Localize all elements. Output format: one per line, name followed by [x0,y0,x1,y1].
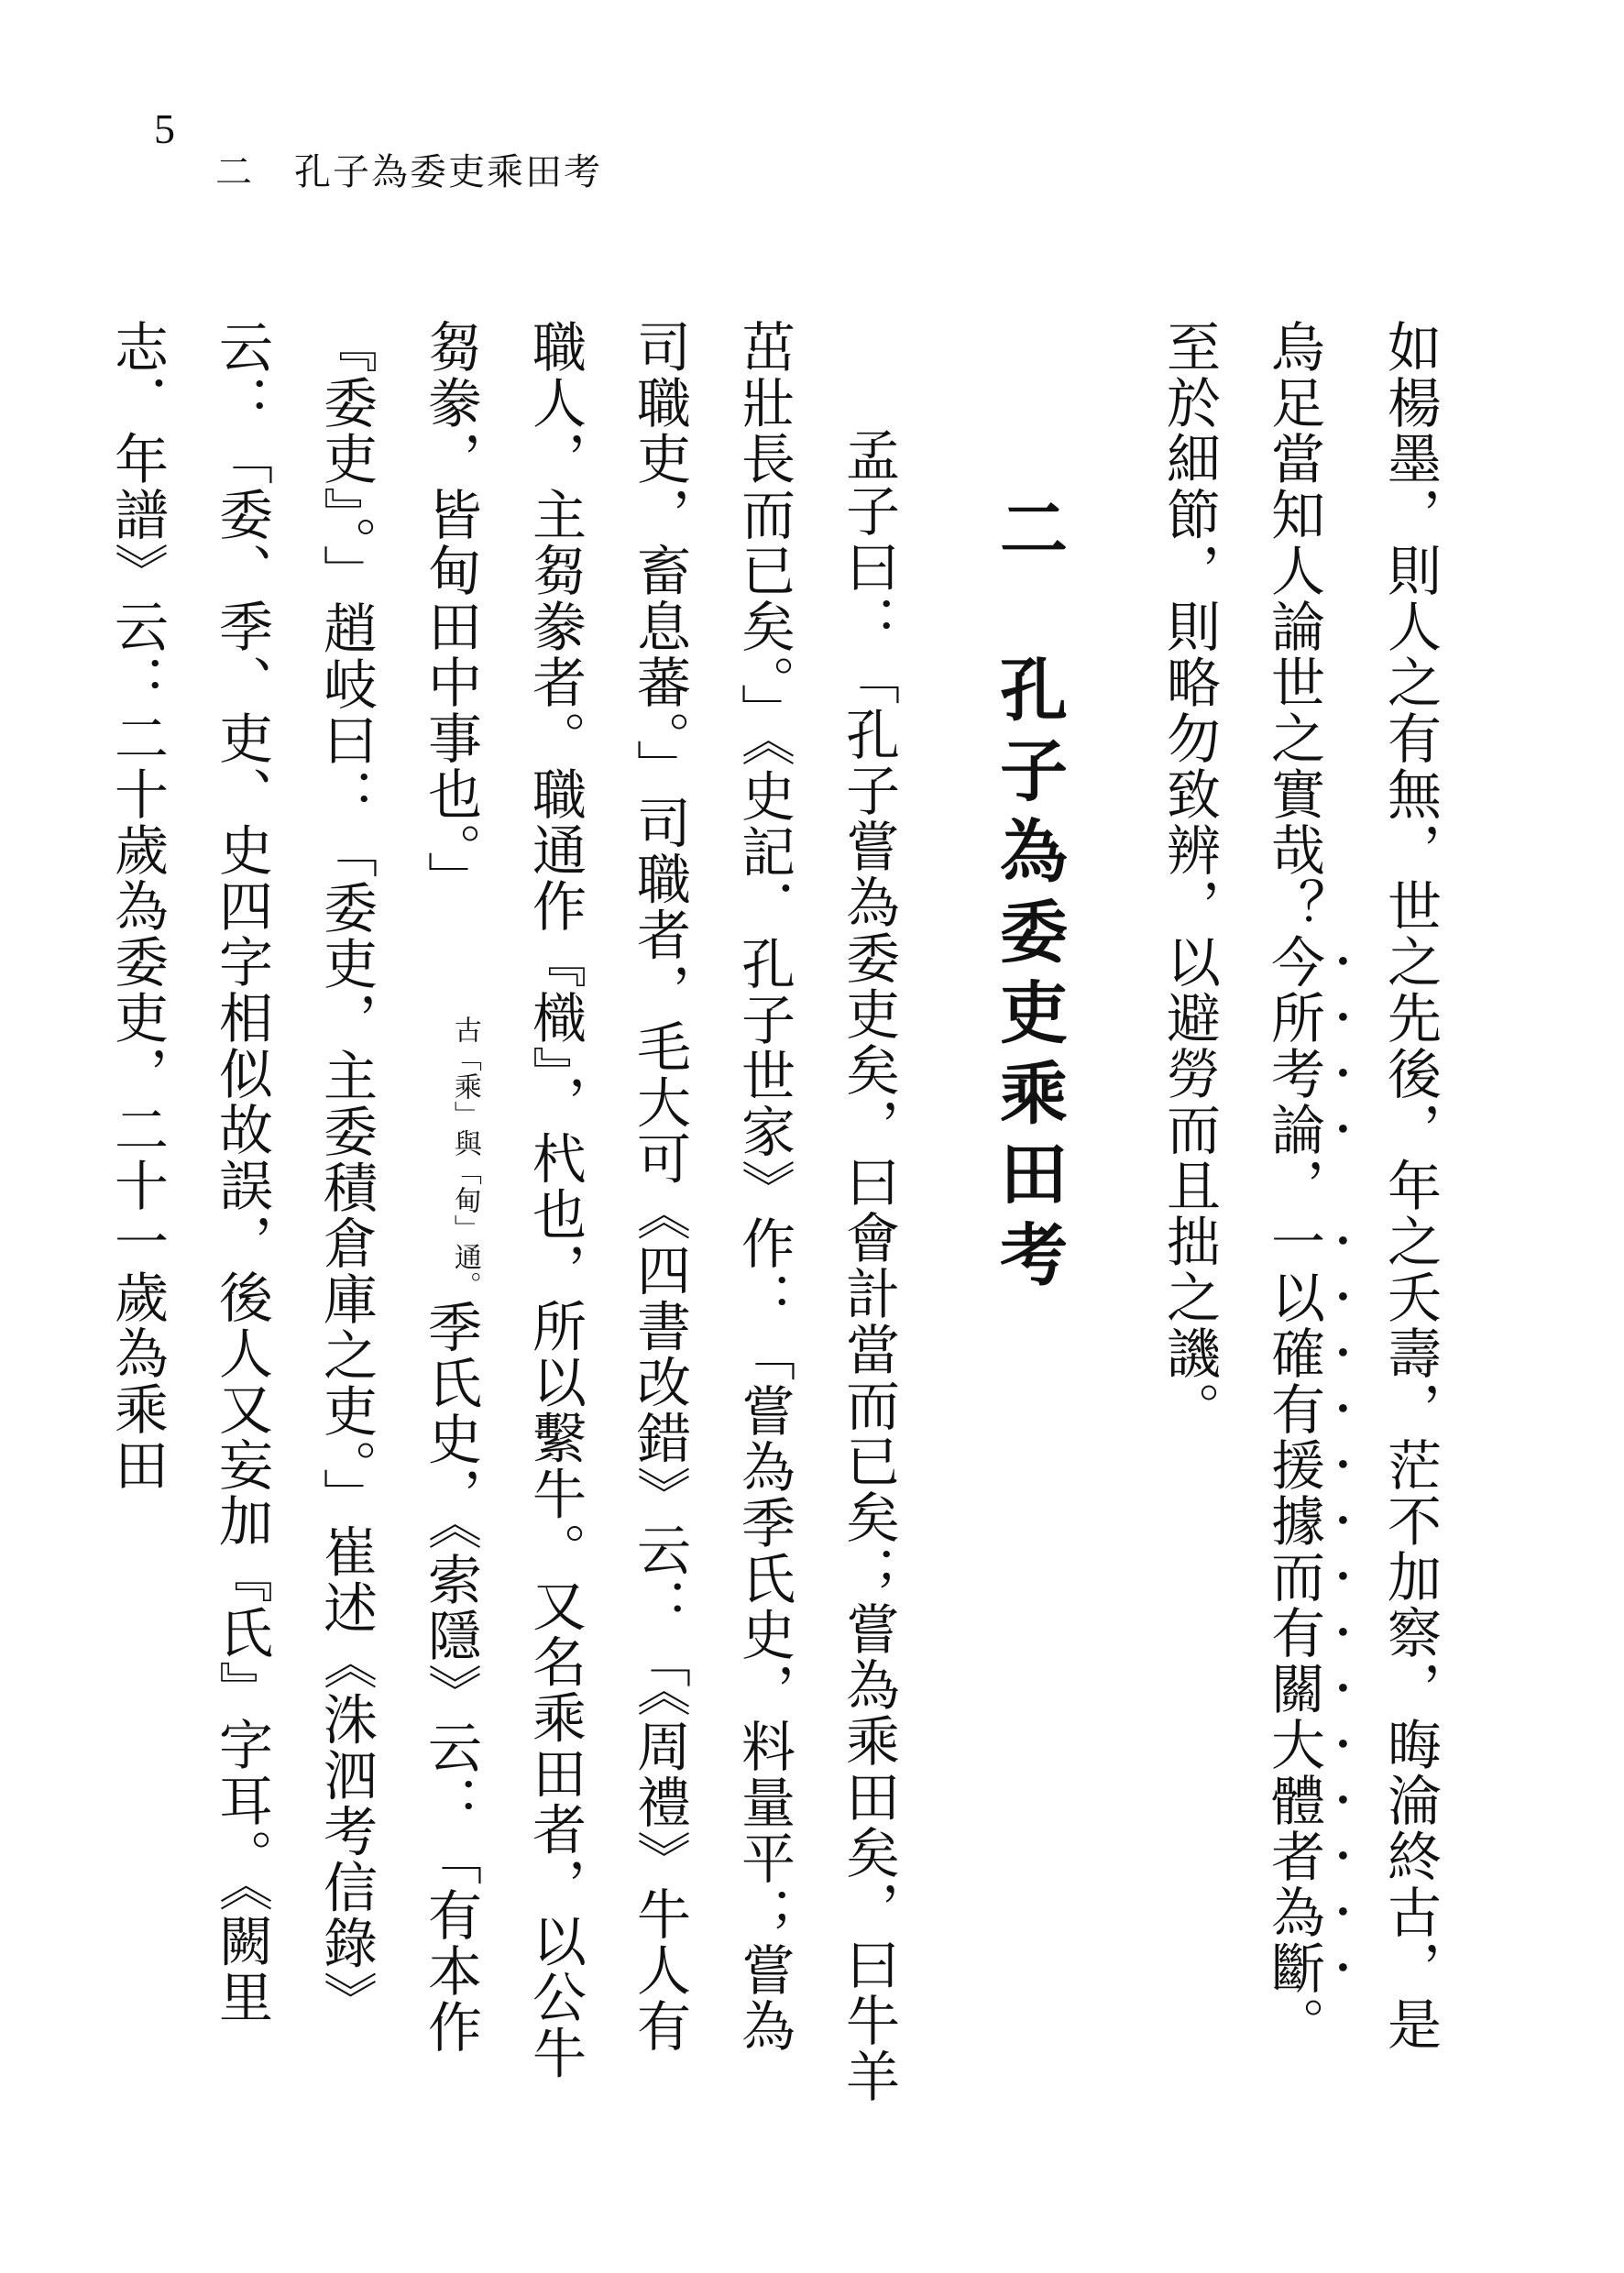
running-head-chapter-title: 孔子為委吏乘田考 [294,151,602,193]
preceding-text-1: 如楊墨，則人之有無，世之先後，年之夭壽，茫不加察，晦淪終古，是烏足當知人論世之實哉？ [1262,319,1442,2052]
chapter-title [973,319,1083,2106]
inline-note: 古「乘」與「甸」通。 [448,1015,481,1300]
preceding-emphasized-text: 今所考論，一以確有援據而有關大體者為斷 [1262,934,1325,1996]
body-text [105,319,1462,2106]
main-text-2: 季氏史，《索隱》云：「有本作『委吏』。」趙岐曰：「委吏，主委積倉庫之吏。」崔述《洙泗考信錄》云：「委、季、吏、史四字相似故誤，後人又妄加『氏』字耳。《闕里志．年譜》云：二十歲為委吏，二十一歲為乘田 [105,319,482,2055]
main-text-1: 孟子曰：「孔子嘗為委吏矣，曰會計當而已矣；嘗為乘田矣，曰牛羊茁壯長而已矣。」《史記．孔子世家》作：「嘗為季氏史，料量平；嘗為司職吏，畜息蕃。」司職者，毛大可《四書改錯》云：「《周禮》牛人有職人，主芻豢者。職通作『樴』，杙也，所以繫牛。又名乘田者，以公牛芻豢，皆甸田中事也。」 [419,319,900,2104]
chapter-title-text: 孔子為委吏乘田考 [989,654,1068,1300]
chapter-number: 二 [989,493,1068,563]
preceding-text-2: 。至於細節，則略勿致辨，以避勞而且拙之譏。 [1158,319,1325,2052]
running-head-chapter-number: 二 [215,151,254,193]
running-head [215,151,602,193]
preceding-paragraph [1136,319,1462,2106]
main-paragraph [84,319,920,2106]
page-number: 5 [154,105,175,152]
